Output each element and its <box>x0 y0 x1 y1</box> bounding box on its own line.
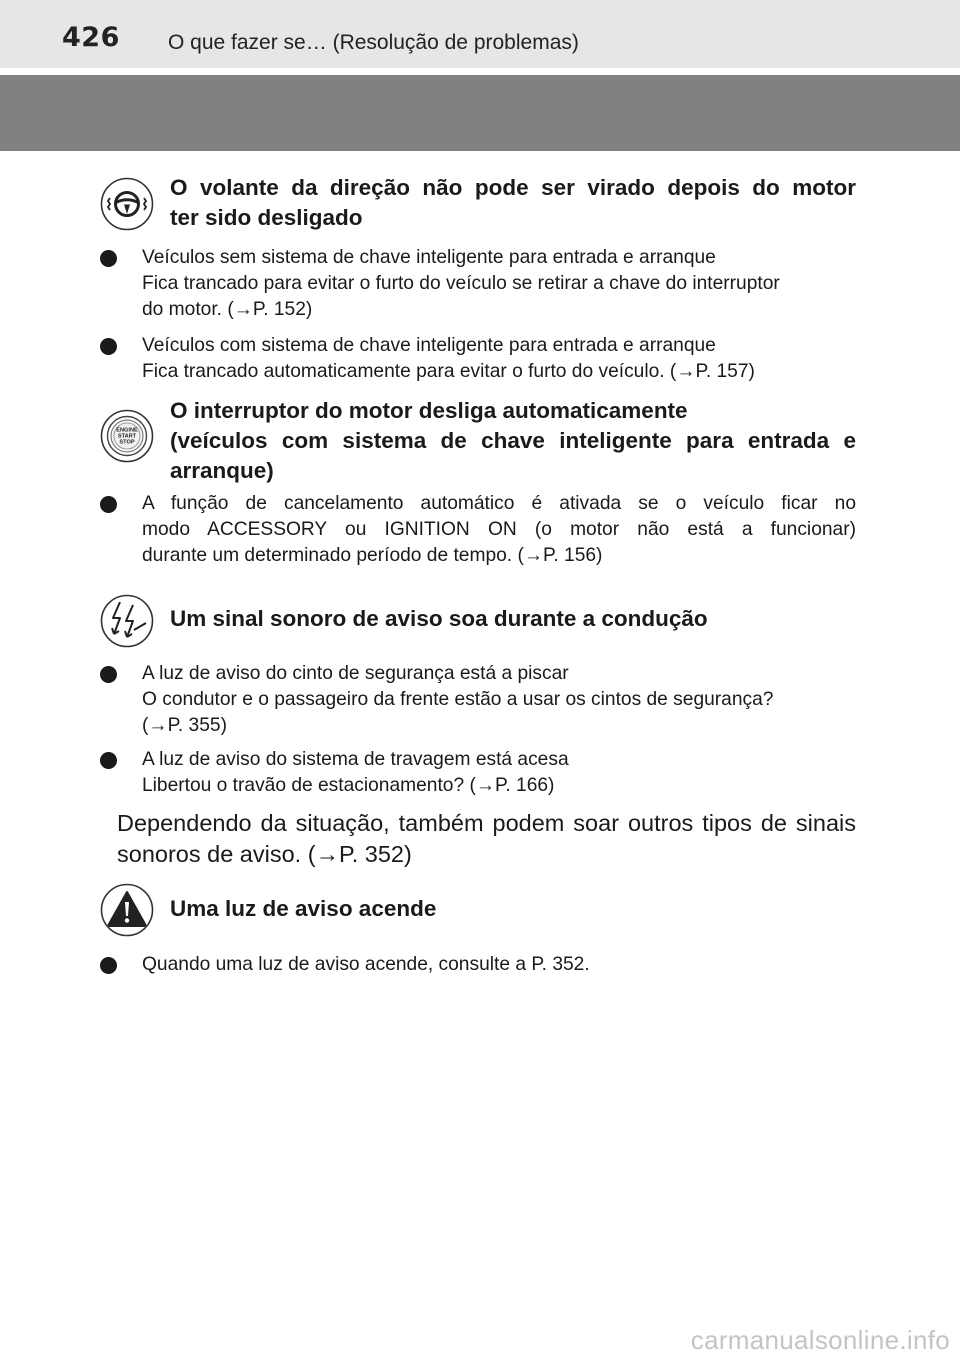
bullet-line: modo ACCESSORY ou IGNITION ON (o motor não está a funcionar) <box>142 519 856 540</box>
bullet-line: do motor. (→P. 152) <box>142 299 313 320</box>
bullet-dot <box>100 496 117 513</box>
bullet-line: Libertou o travão de estacionamento? (→P. 166) <box>142 775 555 796</box>
section-title-line: ter sido desligado <box>170 205 363 230</box>
bullet-line: O condutor e o passageiro da frente estão a usar os cintos de segurança? <box>142 689 774 710</box>
bullet-dot <box>100 752 117 769</box>
section-title-line: (veículos com sistema de chave inteligente para entrada e <box>170 428 856 453</box>
bullet-dot <box>100 957 117 974</box>
section-title-line: arranque) <box>170 458 274 483</box>
paragraph <box>117 808 856 870</box>
bullet-dot <box>100 666 117 683</box>
bullet-line: A função de cancelamento automático é ativada se o veículo ficar no <box>142 493 856 514</box>
bullet-line: Quando uma luz de aviso acende, consulte a P. 352. <box>142 954 590 975</box>
bullet-line: Fica trancado para evitar o furto do veículo se retirar a chave do interruptor <box>142 273 780 294</box>
bullet-line: durante um determinado período de tempo. (→P. 156) <box>142 545 603 566</box>
bullet-line: Fica trancado automaticamente para evitar o furto do veículo. (→P. 157) <box>142 361 755 382</box>
bullet-dot <box>100 250 117 267</box>
section-title-steering <box>170 173 856 233</box>
engine-start-stop-icon <box>100 409 154 463</box>
bullet-line: Veículos sem sistema de chave inteligente para entrada e arranque <box>142 247 716 268</box>
section-title-buzzer <box>170 604 856 634</box>
paragraph-line: sonoros de aviso. (→P. 352) <box>117 841 412 867</box>
bullet-line: Veículos com sistema de chave inteligente para entrada e arranque <box>142 335 716 356</box>
section-title-line: O interruptor do motor desliga automaticamente <box>170 398 688 423</box>
warning-light-icon <box>100 883 154 937</box>
section-title-line: Um sinal sonoro de aviso soa durante a condução <box>170 606 708 631</box>
warning-buzzer-icon <box>100 594 154 648</box>
section-title-warning-light <box>170 894 856 924</box>
bullet-dot <box>100 338 117 355</box>
steering-lock-icon <box>100 177 154 231</box>
bullet-line: A luz de aviso do cinto de segurança está a piscar <box>142 663 569 684</box>
page-number: 426 <box>62 22 120 53</box>
header-band <box>0 75 960 151</box>
bullet-line: A luz de aviso do sistema de travagem está acesa <box>142 749 569 770</box>
section-title-engine-switch <box>170 396 856 486</box>
watermark: carmanualsonline.info <box>690 1325 950 1355</box>
header-title: O que fazer se… (Resolução de problemas) <box>168 31 579 54</box>
icon-text: ENGINE <box>116 427 138 434</box>
paragraph-line: Dependendo da situação, também podem soar outros tipos de sinais <box>117 810 856 836</box>
icon-text: STOP <box>119 439 135 446</box>
icon-text: START <box>117 433 137 440</box>
section-title-line: Uma luz de aviso acende <box>170 896 437 921</box>
section-title-line: O volante da direção não pode ser virado depois do motor <box>170 175 856 200</box>
bullet-line: (→P. 355) <box>142 715 227 736</box>
